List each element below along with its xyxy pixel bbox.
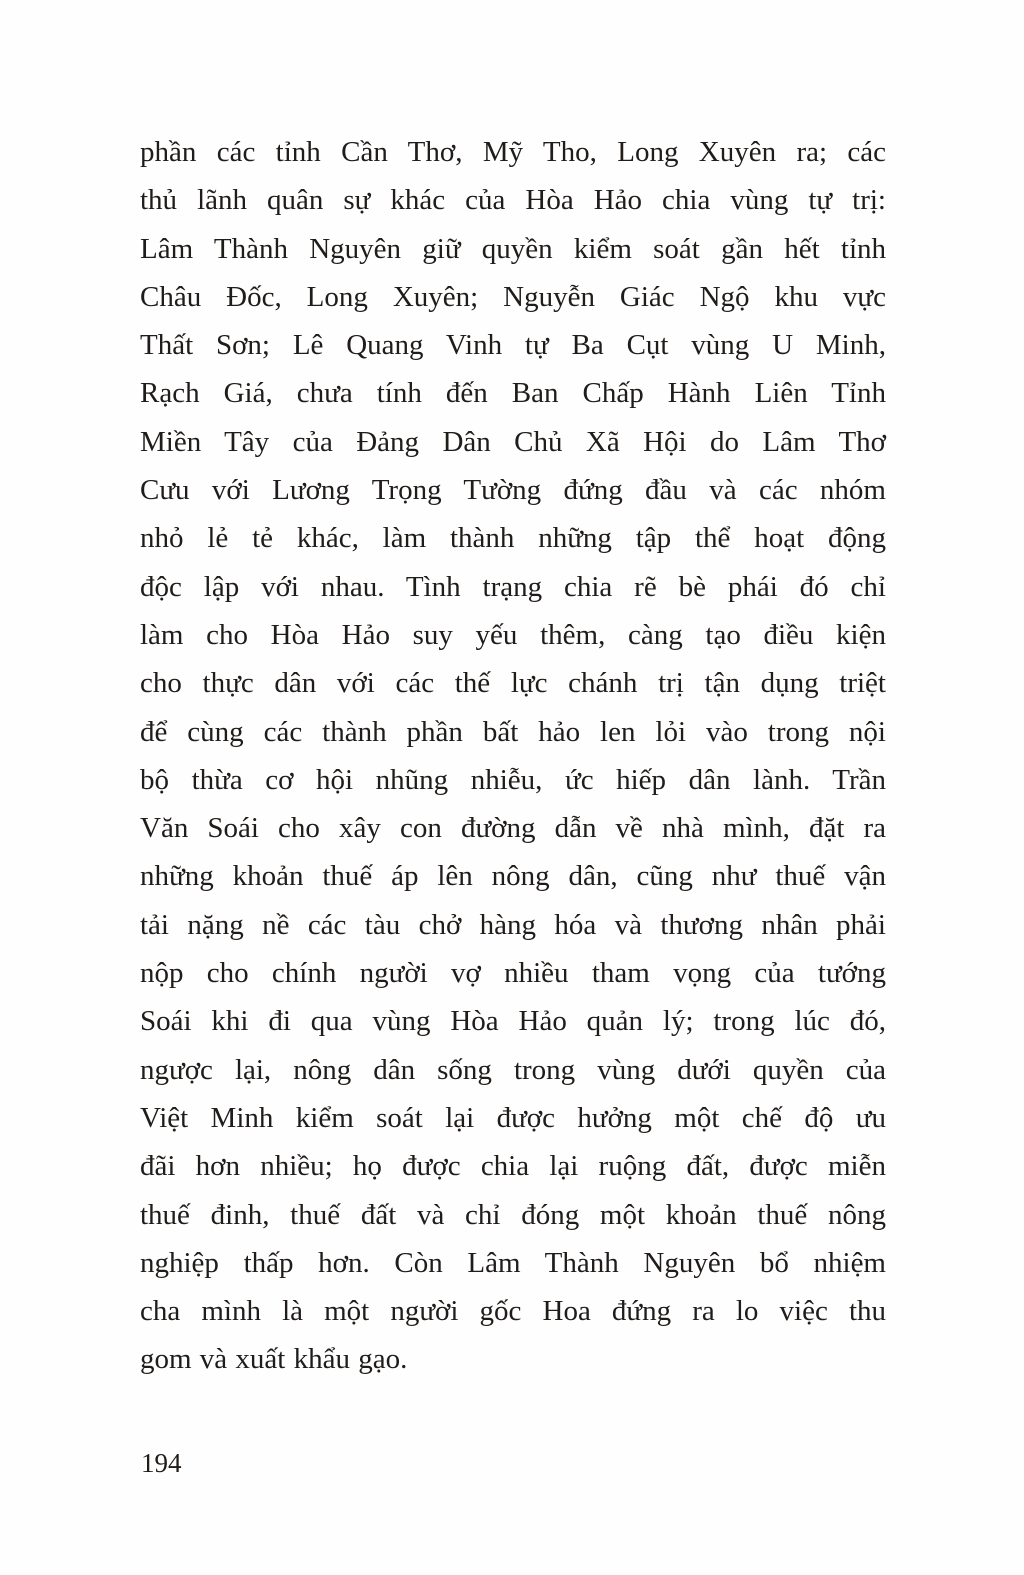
text-line: Miền Tây của Đảng Dân Chủ Xã Hội do Lâm Thơ [140,425,886,458]
text-line: Lâm Thành Nguyên giữ quyền kiểm soát gần hết tỉnh [140,232,886,265]
text-line: Cưu với Lương Trọng Tường đứng đầu và các nhóm [140,474,886,507]
text-line: cho thực dân với các thế lực chánh trị tận dụng triệt [140,667,886,700]
text-line: Thất Sơn; Lê Quang Vinh tự Ba Cụt vùng U Minh, [140,329,886,362]
text-line: Soái khi đi qua vùng Hòa Hảo quản lý; trong lúc đó, [140,1005,886,1038]
text-line: làm cho Hòa Hảo suy yếu thêm, càng tạo điều kiện [140,618,886,651]
body-text [140,128,886,1384]
text-line: nhỏ lẻ tẻ khác, làm thành những tập thể hoạt động [140,522,886,555]
text-line: Việt Minh kiểm soát lại được hưởng một chế độ ưu [140,1101,886,1134]
page-number: 194 [141,1448,182,1478]
text-line: đãi hơn nhiều; họ được chia lại ruộng đất, được miễn [140,1150,886,1183]
text-line: ngược lại, nông dân sống trong vùng dưới quyền của [140,1053,886,1086]
text-line: cha mình là một người gốc Hoa đứng ra lo việc thu [140,1295,886,1328]
text-line: độc lập với nhau. Tình trạng chia rẽ bè phái đó chỉ [140,570,886,603]
text-line: bộ thừa cơ hội nhũng nhiễu, ức hiếp dân lành. Trần [140,763,886,796]
text-line: gom và xuất khẩu gạo. [140,1343,408,1376]
text-line: Văn Soái cho xây con đường dẫn về nhà mình, đặt ra [140,812,886,845]
text-line: thủ lãnh quân sự khác của Hòa Hảo chia vùng tự trị: [140,184,886,217]
text-line: phần các tỉnh Cần Thơ, Mỹ Tho, Long Xuyên ra; các [140,136,886,168]
text-line: Rạch Giá, chưa tính đến Ban Chấp Hành Liên Tỉnh [140,377,886,410]
text-line: để cùng các thành phần bất hảo len lỏi vào trong nội [140,715,886,748]
text-line: nộp cho chính người vợ nhiều tham vọng của tướng [140,957,886,990]
text-line: Châu Đốc, Long Xuyên; Nguyễn Giác Ngộ khu vực [140,280,886,313]
text-line: tải nặng nề các tàu chở hàng hóa và thương nhân phải [140,908,886,941]
text-line: thuế đinh, thuế đất và chỉ đóng một khoản thuế nông [140,1198,886,1231]
text-line: nghiệp thấp hơn. Còn Lâm Thành Nguyên bổ nhiệm [140,1246,886,1279]
text-line: những khoản thuế áp lên nông dân, cũng như thuế vận [140,860,886,893]
